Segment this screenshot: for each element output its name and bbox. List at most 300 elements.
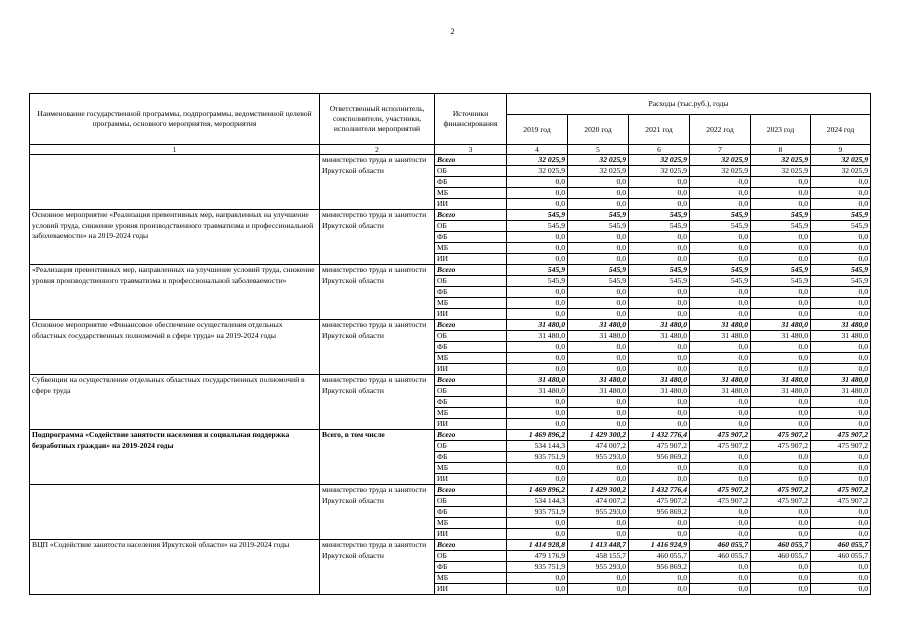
amount-cell: 0,0 <box>568 342 629 353</box>
amount-cell: 545,9 <box>751 221 811 232</box>
amount-cell: 460 055,7 <box>811 540 871 551</box>
amount-cell: 0,0 <box>751 309 811 320</box>
amount-cell: 0,0 <box>629 177 690 188</box>
amount-cell: 0,0 <box>507 188 568 199</box>
measure-name <box>30 155 320 210</box>
amount-cell: 0,0 <box>568 529 629 540</box>
amount-cell: 0,0 <box>811 353 871 364</box>
amount-cell: 1 414 928,8 <box>507 540 568 551</box>
amount-cell: 0,0 <box>568 199 629 210</box>
column-number: 9 <box>811 145 871 155</box>
funding-source: ОБ <box>435 441 507 452</box>
column-number: 1 <box>30 145 320 155</box>
amount-cell: 545,9 <box>690 265 751 276</box>
funding-source: МБ <box>435 188 507 199</box>
funding-source: ОБ <box>435 551 507 562</box>
amount-cell: 0,0 <box>568 298 629 309</box>
amount-cell: 545,9 <box>811 276 871 287</box>
column-number: 2 <box>320 145 435 155</box>
amount-cell: 0,0 <box>629 573 690 584</box>
amount-cell: 474 007,2 <box>568 441 629 452</box>
amount-cell: 1 469 896,2 <box>507 485 568 496</box>
amount-cell: 31 480,0 <box>751 320 811 331</box>
amount-cell: 0,0 <box>629 254 690 265</box>
funding-source: ФБ <box>435 452 507 463</box>
amount-cell: 0,0 <box>811 474 871 485</box>
amount-cell: 32 025,9 <box>751 155 811 166</box>
amount-cell: 0,0 <box>751 364 811 375</box>
funding-source: ФБ <box>435 507 507 518</box>
amount-cell: 545,9 <box>507 276 568 287</box>
amount-cell: 0,0 <box>507 309 568 320</box>
amount-cell: 0,0 <box>690 177 751 188</box>
amount-cell: 0,0 <box>751 452 811 463</box>
funding-source: ИИ <box>435 254 507 265</box>
amount-cell: 545,9 <box>811 221 871 232</box>
amount-cell: 0,0 <box>568 188 629 199</box>
amount-cell: 935 751,9 <box>507 452 568 463</box>
amount-cell: 0,0 <box>751 562 811 573</box>
amount-cell: 0,0 <box>690 529 751 540</box>
amount-cell: 458 155,7 <box>568 551 629 562</box>
amount-cell: 0,0 <box>751 177 811 188</box>
funding-source: ИИ <box>435 419 507 430</box>
amount-cell: 0,0 <box>507 287 568 298</box>
funding-source: ИИ <box>435 199 507 210</box>
amount-cell: 32 025,9 <box>507 166 568 177</box>
amount-cell: 0,0 <box>507 408 568 419</box>
funding-source: ИИ <box>435 309 507 320</box>
amount-cell: 545,9 <box>751 210 811 221</box>
amount-cell: 31 480,0 <box>690 386 751 397</box>
amount-cell: 0,0 <box>751 573 811 584</box>
amount-cell: 0,0 <box>751 584 811 595</box>
amount-cell: 0,0 <box>568 408 629 419</box>
amount-cell: 0,0 <box>690 243 751 254</box>
amount-cell: 0,0 <box>629 518 690 529</box>
amount-cell: 31 480,0 <box>690 375 751 386</box>
table-row <box>30 485 871 496</box>
amount-cell: 475 907,2 <box>811 485 871 496</box>
measure-name: Основное мероприятие «Реализация превентивных мер, направленных на улучшение условий труда, снижение уровня производственного травматизма и профессиональной заболеваемости» на 2019-2024 годы <box>30 210 320 265</box>
amount-cell: 545,9 <box>507 210 568 221</box>
amount-cell: 0,0 <box>811 342 871 353</box>
amount-cell: 0,0 <box>507 232 568 243</box>
table-row <box>30 375 871 386</box>
amount-cell: 545,9 <box>629 210 690 221</box>
amount-cell: 0,0 <box>568 463 629 474</box>
amount-cell: 0,0 <box>811 529 871 540</box>
responsible-executor: министерство труда и занятости Иркутской области <box>320 320 435 375</box>
header-year: 2022 год <box>690 115 751 145</box>
amount-cell: 0,0 <box>568 232 629 243</box>
amount-cell: 0,0 <box>690 254 751 265</box>
funding-source: ОБ <box>435 386 507 397</box>
amount-cell: 0,0 <box>507 474 568 485</box>
amount-cell: 31 480,0 <box>507 386 568 397</box>
amount-cell: 0,0 <box>629 419 690 430</box>
amount-cell: 31 480,0 <box>568 375 629 386</box>
amount-cell: 0,0 <box>690 188 751 199</box>
amount-cell: 534 144,3 <box>507 441 568 452</box>
amount-cell: 0,0 <box>690 452 751 463</box>
amount-cell: 0,0 <box>751 419 811 430</box>
amount-cell: 545,9 <box>629 265 690 276</box>
header-year: 2019 год <box>507 115 568 145</box>
amount-cell: 31 480,0 <box>811 375 871 386</box>
amount-cell: 475 907,2 <box>811 430 871 441</box>
amount-cell: 0,0 <box>811 408 871 419</box>
budget-table <box>29 93 871 595</box>
amount-cell: 0,0 <box>751 188 811 199</box>
amount-cell: 0,0 <box>629 584 690 595</box>
amount-cell: 1 429 300,2 <box>568 485 629 496</box>
amount-cell: 475 907,2 <box>751 485 811 496</box>
measure-name <box>30 485 320 540</box>
amount-cell: 0,0 <box>751 342 811 353</box>
amount-cell: 0,0 <box>811 298 871 309</box>
amount-cell: 0,0 <box>507 342 568 353</box>
responsible-executor: министерство труда и занятости Иркутской области <box>320 375 435 430</box>
amount-cell: 0,0 <box>690 309 751 320</box>
amount-cell: 0,0 <box>811 177 871 188</box>
amount-cell: 31 480,0 <box>568 386 629 397</box>
amount-cell: 0,0 <box>690 232 751 243</box>
amount-cell: 0,0 <box>690 507 751 518</box>
amount-cell: 0,0 <box>811 584 871 595</box>
amount-cell: 0,0 <box>811 452 871 463</box>
amount-cell: 31 480,0 <box>751 331 811 342</box>
amount-cell: 31 480,0 <box>690 320 751 331</box>
amount-cell: 545,9 <box>629 221 690 232</box>
column-number: 4 <box>507 145 568 155</box>
amount-cell: 32 025,9 <box>690 166 751 177</box>
amount-cell: 0,0 <box>811 287 871 298</box>
amount-cell: 545,9 <box>811 210 871 221</box>
table-row <box>30 320 871 331</box>
header-year: 2023 год <box>751 115 811 145</box>
amount-cell: 0,0 <box>751 397 811 408</box>
amount-cell: 0,0 <box>811 243 871 254</box>
amount-cell: 0,0 <box>629 463 690 474</box>
funding-source: ФБ <box>435 397 507 408</box>
funding-source: ОБ <box>435 276 507 287</box>
amount-cell: 0,0 <box>811 518 871 529</box>
amount-cell: 475 907,2 <box>629 441 690 452</box>
amount-cell: 545,9 <box>751 276 811 287</box>
responsible-executor: министерство труда и занятости Иркутской области <box>320 210 435 265</box>
amount-cell: 31 480,0 <box>507 320 568 331</box>
measure-name: Подпрограмма «Содействие занятости населения и социальная поддержка безработных граждан» на 2019-2024 годы <box>30 430 320 485</box>
amount-cell: 0,0 <box>568 474 629 485</box>
amount-cell: 0,0 <box>811 254 871 265</box>
funding-source: Всего <box>435 265 507 276</box>
amount-cell: 31 480,0 <box>751 375 811 386</box>
amount-cell: 460 055,7 <box>690 540 751 551</box>
amount-cell: 1 413 448,7 <box>568 540 629 551</box>
amount-cell: 32 025,9 <box>507 155 568 166</box>
amount-cell: 956 869,2 <box>629 562 690 573</box>
amount-cell: 0,0 <box>751 507 811 518</box>
amount-cell: 475 907,2 <box>751 441 811 452</box>
amount-cell: 0,0 <box>690 474 751 485</box>
amount-cell: 460 055,7 <box>629 551 690 562</box>
amount-cell: 0,0 <box>690 562 751 573</box>
table-row <box>30 210 871 221</box>
amount-cell: 534 144,3 <box>507 496 568 507</box>
amount-cell: 0,0 <box>751 474 811 485</box>
funding-source: МБ <box>435 408 507 419</box>
amount-cell: 0,0 <box>568 584 629 595</box>
funding-source: ФБ <box>435 287 507 298</box>
header-name-column: Наименование государственной программы, подпрограммы, ведомственной целевой программы, основного мероприятия, мероприятия <box>30 94 320 145</box>
funding-source: МБ <box>435 518 507 529</box>
amount-cell: 0,0 <box>811 419 871 430</box>
funding-source: Всего <box>435 210 507 221</box>
amount-cell: 0,0 <box>811 397 871 408</box>
amount-cell: 479 176,9 <box>507 551 568 562</box>
amount-cell: 545,9 <box>568 210 629 221</box>
amount-cell: 31 480,0 <box>811 320 871 331</box>
amount-cell: 545,9 <box>568 265 629 276</box>
amount-cell: 32 025,9 <box>629 155 690 166</box>
amount-cell: 31 480,0 <box>751 386 811 397</box>
funding-source: МБ <box>435 243 507 254</box>
amount-cell: 0,0 <box>568 254 629 265</box>
amount-cell: 1 416 924,9 <box>629 540 690 551</box>
amount-cell: 955 293,0 <box>568 562 629 573</box>
table-row <box>30 430 871 441</box>
amount-cell: 545,9 <box>751 265 811 276</box>
amount-cell: 0,0 <box>507 419 568 430</box>
funding-source: Всего <box>435 375 507 386</box>
amount-cell: 545,9 <box>690 221 751 232</box>
amount-cell: 475 907,2 <box>751 430 811 441</box>
amount-cell: 0,0 <box>629 342 690 353</box>
responsible-executor: министерство труда и занятости Иркутской области <box>320 485 435 540</box>
amount-cell: 0,0 <box>751 408 811 419</box>
amount-cell: 0,0 <box>507 463 568 474</box>
funding-source: ОБ <box>435 496 507 507</box>
amount-cell: 475 907,2 <box>690 496 751 507</box>
funding-source: ИИ <box>435 474 507 485</box>
amount-cell: 0,0 <box>751 243 811 254</box>
amount-cell: 1 429 300,2 <box>568 430 629 441</box>
amount-cell: 0,0 <box>751 232 811 243</box>
responsible-executor: министерство труда и занятости Иркутской области <box>320 540 435 595</box>
amount-cell: 955 293,0 <box>568 452 629 463</box>
amount-cell: 460 055,7 <box>751 551 811 562</box>
amount-cell: 0,0 <box>507 397 568 408</box>
measure-name: ВЦП «Содействие занятости населения Иркутской области» на 2019-2024 годы <box>30 540 320 595</box>
header-year: 2024 год <box>811 115 871 145</box>
amount-cell: 0,0 <box>690 353 751 364</box>
amount-cell: 0,0 <box>629 364 690 375</box>
amount-cell: 0,0 <box>690 342 751 353</box>
amount-cell: 0,0 <box>690 298 751 309</box>
funding-source: Всего <box>435 540 507 551</box>
amount-cell: 31 480,0 <box>568 331 629 342</box>
amount-cell: 0,0 <box>690 573 751 584</box>
amount-cell: 32 025,9 <box>568 155 629 166</box>
amount-cell: 0,0 <box>507 529 568 540</box>
amount-cell: 0,0 <box>751 254 811 265</box>
amount-cell: 0,0 <box>629 243 690 254</box>
responsible-executor: Всего, в том числе <box>320 430 435 485</box>
column-number: 5 <box>568 145 629 155</box>
amount-cell: 0,0 <box>507 298 568 309</box>
amount-cell: 31 480,0 <box>629 386 690 397</box>
amount-cell: 475 907,2 <box>811 496 871 507</box>
amount-cell: 0,0 <box>811 573 871 584</box>
header-responsible-column: Ответственный исполнитель, соисполнители, участники, исполнители мероприятий <box>320 94 435 145</box>
column-number: 7 <box>690 145 751 155</box>
amount-cell: 545,9 <box>507 221 568 232</box>
amount-cell: 0,0 <box>811 309 871 320</box>
amount-cell: 32 025,9 <box>751 166 811 177</box>
amount-cell: 475 907,2 <box>690 430 751 441</box>
amount-cell: 0,0 <box>751 287 811 298</box>
funding-source: Всего <box>435 320 507 331</box>
header-year: 2020 год <box>568 115 629 145</box>
funding-source: Всего <box>435 485 507 496</box>
amount-cell: 0,0 <box>690 199 751 210</box>
amount-cell: 0,0 <box>690 397 751 408</box>
funding-source: ИИ <box>435 584 507 595</box>
amount-cell: 0,0 <box>751 518 811 529</box>
amount-cell: 545,9 <box>811 265 871 276</box>
column-number: 8 <box>751 145 811 155</box>
funding-source: МБ <box>435 298 507 309</box>
amount-cell: 0,0 <box>568 364 629 375</box>
column-number: 3 <box>435 145 507 155</box>
amount-cell: 0,0 <box>507 243 568 254</box>
amount-cell: 31 480,0 <box>629 320 690 331</box>
table-row <box>30 265 871 276</box>
page-number: 2 <box>450 27 455 36</box>
funding-source: ИИ <box>435 529 507 540</box>
amount-cell: 32 025,9 <box>568 166 629 177</box>
amount-cell: 32 025,9 <box>811 155 871 166</box>
amount-cell: 0,0 <box>811 562 871 573</box>
amount-cell: 31 480,0 <box>507 375 568 386</box>
amount-cell: 460 055,7 <box>690 551 751 562</box>
amount-cell: 1 469 896,2 <box>507 430 568 441</box>
amount-cell: 0,0 <box>629 199 690 210</box>
amount-cell: 32 025,9 <box>811 166 871 177</box>
amount-cell: 0,0 <box>690 584 751 595</box>
header-sources-column: Источники финансирования <box>435 94 507 145</box>
amount-cell: 935 751,9 <box>507 507 568 518</box>
amount-cell: 0,0 <box>507 364 568 375</box>
amount-cell: 32 025,9 <box>629 166 690 177</box>
funding-source: МБ <box>435 353 507 364</box>
amount-cell: 0,0 <box>690 408 751 419</box>
amount-cell: 0,0 <box>568 287 629 298</box>
amount-cell: 0,0 <box>507 584 568 595</box>
funding-source: Всего <box>435 430 507 441</box>
funding-source: ФБ <box>435 342 507 353</box>
amount-cell: 0,0 <box>811 463 871 474</box>
measure-name: Субвенции на осуществление отдельных областных государственных полномочий в сфере труда <box>30 375 320 430</box>
amount-cell: 0,0 <box>568 353 629 364</box>
amount-cell: 0,0 <box>690 287 751 298</box>
amount-cell: 0,0 <box>507 177 568 188</box>
amount-cell: 0,0 <box>568 518 629 529</box>
amount-cell: 545,9 <box>690 276 751 287</box>
amount-cell: 460 055,7 <box>751 540 811 551</box>
amount-cell: 0,0 <box>568 243 629 254</box>
amount-cell: 31 480,0 <box>507 331 568 342</box>
amount-cell: 0,0 <box>507 573 568 584</box>
funding-source: ФБ <box>435 562 507 573</box>
amount-cell: 956 869,2 <box>629 507 690 518</box>
amount-cell: 0,0 <box>751 353 811 364</box>
amount-cell: 545,9 <box>568 276 629 287</box>
amount-cell: 1 432 776,4 <box>629 485 690 496</box>
amount-cell: 475 907,2 <box>751 496 811 507</box>
amount-cell: 0,0 <box>568 419 629 430</box>
amount-cell: 0,0 <box>507 353 568 364</box>
amount-cell: 0,0 <box>629 287 690 298</box>
amount-cell: 0,0 <box>568 573 629 584</box>
amount-cell: 0,0 <box>629 188 690 199</box>
amount-cell: 31 480,0 <box>811 331 871 342</box>
amount-cell: 0,0 <box>811 188 871 199</box>
responsible-executor: министерство труда и занятости Иркутской области <box>320 155 435 210</box>
amount-cell: 0,0 <box>507 254 568 265</box>
amount-cell: 956 869,2 <box>629 452 690 463</box>
amount-cell: 460 055,7 <box>811 551 871 562</box>
amount-cell: 0,0 <box>568 397 629 408</box>
amount-cell: 0,0 <box>629 309 690 320</box>
amount-cell: 0,0 <box>629 298 690 309</box>
funding-source: Всего <box>435 155 507 166</box>
amount-cell: 32 025,9 <box>690 155 751 166</box>
amount-cell: 955 293,0 <box>568 507 629 518</box>
header-year: 2021 год <box>629 115 690 145</box>
amount-cell: 0,0 <box>568 309 629 320</box>
amount-cell: 0,0 <box>690 518 751 529</box>
amount-cell: 475 907,2 <box>690 485 751 496</box>
amount-cell: 0,0 <box>568 177 629 188</box>
amount-cell: 0,0 <box>629 408 690 419</box>
amount-cell: 0,0 <box>751 529 811 540</box>
amount-cell: 474 007,2 <box>568 496 629 507</box>
amount-cell: 31 480,0 <box>811 386 871 397</box>
amount-cell: 0,0 <box>811 507 871 518</box>
funding-source: МБ <box>435 573 507 584</box>
funding-source: ОБ <box>435 331 507 342</box>
amount-cell: 545,9 <box>568 221 629 232</box>
amount-cell: 0,0 <box>507 518 568 529</box>
amount-cell: 0,0 <box>629 353 690 364</box>
amount-cell: 0,0 <box>751 463 811 474</box>
table-row <box>30 540 871 551</box>
amount-cell: 0,0 <box>629 397 690 408</box>
amount-cell: 0,0 <box>751 199 811 210</box>
amount-cell: 0,0 <box>629 529 690 540</box>
funding-source: ОБ <box>435 166 507 177</box>
header-expenses: Расходы (тыс.руб.), годы <box>507 94 871 115</box>
amount-cell: 0,0 <box>751 298 811 309</box>
amount-cell: 0,0 <box>690 463 751 474</box>
responsible-executor: министерство труда и занятости Иркутской области <box>320 265 435 320</box>
column-number: 6 <box>629 145 690 155</box>
amount-cell: 935 751,9 <box>507 562 568 573</box>
amount-cell: 0,0 <box>690 419 751 430</box>
amount-cell: 475 907,2 <box>811 441 871 452</box>
